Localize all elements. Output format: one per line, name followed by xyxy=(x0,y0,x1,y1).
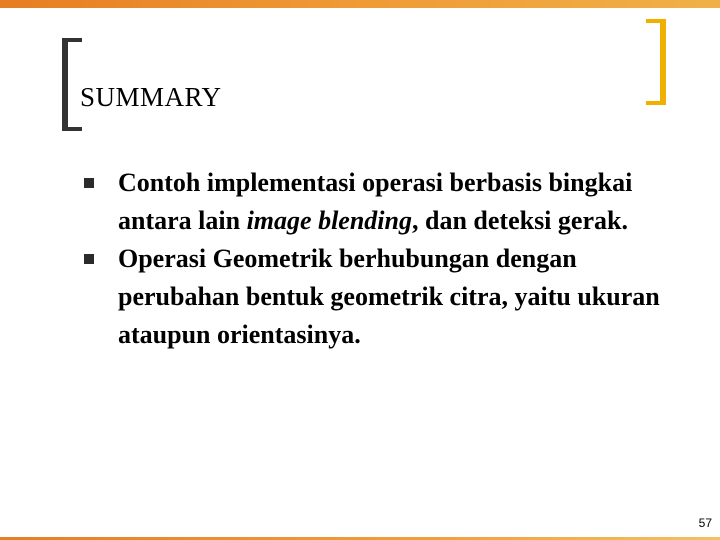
square-bullet-icon xyxy=(84,254,94,264)
square-bullet-icon xyxy=(84,178,94,188)
bullet-2-text: Operasi Geometrik berhubungan dengan perubahan bentuk geometrik citra, yaitu ukuran ataupun orientasinya. xyxy=(118,244,660,349)
bullet-1-text-a: Contoh implementasi operasi berbasis bingkai antara lain xyxy=(118,168,633,235)
slide-title: SUMMARY xyxy=(80,82,222,112)
left-bracket-decoration xyxy=(62,38,82,131)
top-accent-band xyxy=(0,0,720,8)
bullet-1-text-italic: image blending xyxy=(246,206,412,235)
right-bracket-decoration xyxy=(646,19,666,105)
page-number: 57 xyxy=(698,516,712,530)
bullet-item-1 xyxy=(80,164,680,240)
bullet-list xyxy=(80,164,680,354)
bullet-1-text-b: , dan deteksi gerak. xyxy=(411,206,628,235)
bullet-item-2 xyxy=(80,240,680,354)
